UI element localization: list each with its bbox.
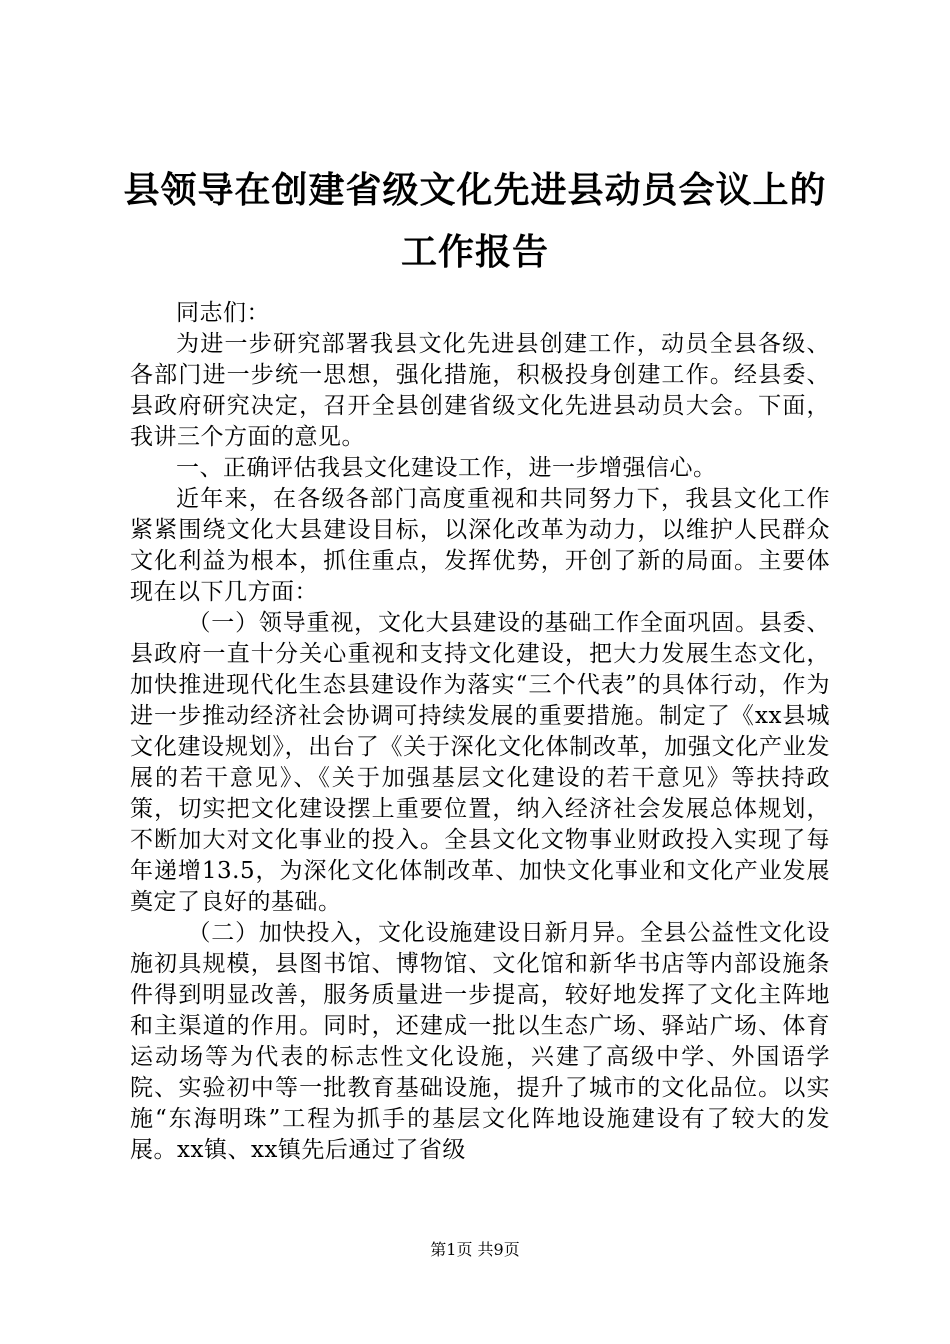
point-two-paragraph: （二）加快投入，文化设施建设日新月异。全县公益性文化设施初具规模，县图书馆、博物馆、文化馆和新华书店等内部设施条件得到明显改善，服务质量进一步提高，较好地发挥了文化主阵地和主渠道的作用。同时，还建成一批以生态广场、驿站广场、体育运动场等为代表的标志性文化设施，兴建了高级中学、外国语学院、实验初中等一批教育基础设施，提升了城市的文化品位。以实施“东海明珠”工程为抓手的基层文化阵地设施建设有了较大的发展。xx镇、xx镇先后通过了省级 [130,920,830,1163]
overview-paragraph: 近年来，在各级各部门高度重视和共同努力下，我县文化工作紧紧围绕文化大县建设目标，以深化改革为动力，以维护人民群众文化利益为根本，抓住重点，发挥优势，开创了新的局面。主要体现在以下几方面： [130,486,830,605]
section-heading-paragraph: 一、正确评估我县文化建设工作，进一步增强信心。 [176,455,717,481]
document-body [130,298,830,1166]
page-footer: 第1页 共9页 [430,1240,520,1259]
salutation-paragraph: 同志们： [176,300,270,326]
point-one-paragraph: （一）领导重视，文化大县建设的基础工作全面巩固。县委、县政府一直十分关心重视和支持文化建设，把大力发展生态文化，加快推进现代化生态县建设作为落实“三个代表”的具体行动，作为进一步推动经济社会协调可持续发展的重要措施。制定了《xx县城文化建设规划》，出台了《关于深化文化体制改革，加强文化产业发展的若干意见》、《关于加强基层文化建设的若干意见》等扶持政策，切实把文化建设摆上重要位置，纳入经济社会发展总体规划，不断加大对文化事业的投入。全县文化文物事业财政投入实现了每年递增13.5，为深化文化体制改革、加快文化事业和文化产业发展奠定了良好的基础。 [130,610,830,915]
document-title: 县领导在创建省级文化先进县动员会议上的工作报告 [123,170,827,273]
intro-paragraph: 为进一步研究部署我县文化先进县创建工作，动员全县各级、各部门进一步统一思想，强化措施，积极投身创建工作。经县委、县政府研究决定，召开全县创建省级文化先进县动员大会。下面，我讲三个方面的意见。 [130,331,830,450]
